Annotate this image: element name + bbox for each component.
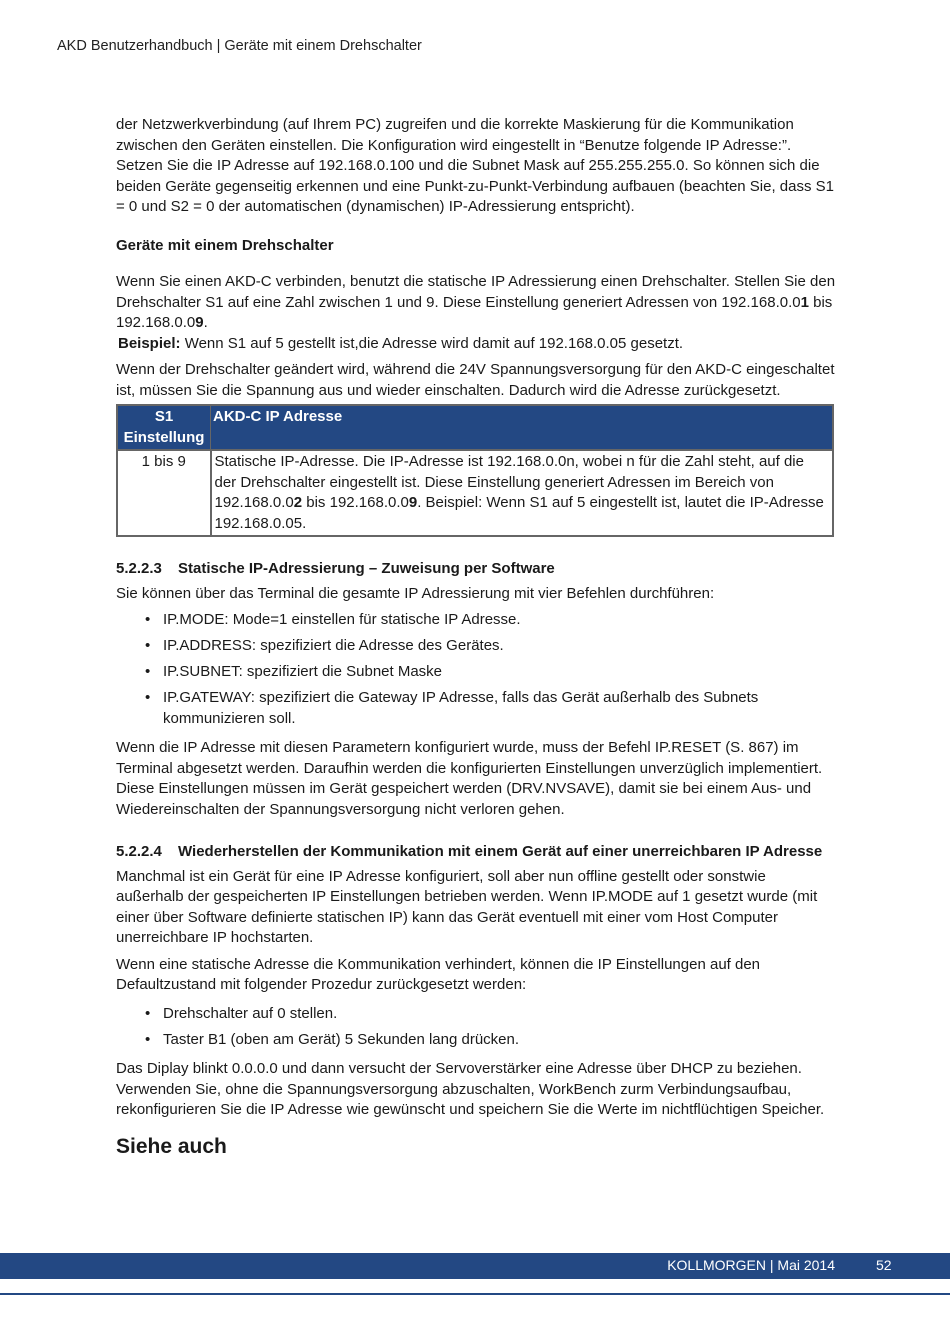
page-footer [0, 1253, 950, 1279]
table-cell-ip: Statische IP-Adresse. Die IP-Adresse ist 192.168.0.0n, wobei n für die Zahl steht, auf die der Drehschalter eingestellt ist. Diese Einstellung generiert Adressen im Bereich von 192.168.0.02 bis 192.168.0.09. Beispiel: Wenn S1 auf 5 eingestellt ist, lautet die IP-Adresse 192.168.0.05. [211, 450, 834, 536]
bullet-icon: • [145, 1004, 151, 1022]
bullet-icon: • [145, 611, 151, 628]
s1-table [116, 404, 834, 537]
section-5223-list [116, 610, 836, 729]
heading-drehschalter: Geräte mit einem Drehschalter [116, 236, 334, 254]
section-5224-paragraph-1: Manchmal ist ein Gerät für eine IP Adresse konfiguriert, soll aber nun offline gestellt oder sonstwie außerhalb der gespeicherten IP Einstellungen betrieben werden. Wenn IP.MODE auf 1 gesetzt wurde (mit einer über Software definierte statischen IP) kann das Gerät eventuell mit einer vom Host Computer unerreichbare IP hochstarten. [116, 867, 818, 946]
see-also-heading: Siehe auch [116, 1134, 227, 1158]
section-5224-heading: 5.2.2.4 Wiederherstellen der Kommunikation mit einem Gerät auf einer unerreichbaren IP Adresse [116, 843, 823, 860]
list-item: • Taster B1 (oben am Gerät) 5 Sekunden lang drücken. [116, 1030, 836, 1051]
section-5223-heading: 5.2.2.3 Statische IP-Adressierung – Zuweisung per Software [116, 560, 555, 577]
section-5223-outro: Wenn die IP Adresse mit diesen Parametern konfiguriert wurde, muss der Befehl IP.RESET (S. 867) im Terminal abgesetzt werden. Daraufhin werden die konfigurierten Einstellungen unverzüglich implementiert. Diese Einstellungen müssen im Gerät gespeichert werden (DRV.NVSAVE), damit sie bei einem Aus- und Wiedereinschalten der Spannungsversorgung nicht verloren gehen. [116, 739, 823, 818]
footer-divider [0, 1293, 950, 1295]
example-line: Beispiel: Wenn S1 auf 5 gestellt ist,die Adresse wird damit auf 192.168.0.05 gesetzt. [118, 334, 684, 352]
table-cell-s1: 1 bis 9 [117, 450, 211, 536]
page-number: 52 [876, 1257, 892, 1273]
list-item: • IP.GATEWAY: spezifiziert die Gateway IP Adresse, falls das Gerät außerhalb des Subnets kommunizieren soll. [145, 689, 759, 727]
page-header: AKD Benutzerhandbuch | Geräte mit einem Drehschalter [57, 38, 422, 54]
list-item: • Drehschalter auf 0 stellen. [116, 1004, 836, 1025]
bullet-icon: • [145, 637, 151, 654]
intro-paragraph: der Netzwerkverbindung (auf Ihrem PC) zugreifen und die korrekte Maskierung für die Kommunikation zwischen den Geräten einstellen. Die Konfiguration wird eingestellt in “Benutze folgende IP Adresse:”. Setzen Sie die IP Adresse auf 192.168.0.100 und die Subnet Mask auf 255.255.255.0. So können sich die beiden Geräte gegenseitig erkennen und eine Punkt-zu-Punkt-Verbindung aufbauen (beachten Sie, dass S1 = 0 und S2 = 0 der automatischen (dynamischen) IP-Adressierung entspricht). [116, 116, 835, 215]
drehschalter-paragraph-2: Wenn der Drehschalter geändert wird, während die 24V Spannungsversorgung für den AKD-C eingeschaltet ist, müssen Sie die Spannung aus und wieder einschalten. Dadurch wird die Adresse zurückgesetzt. [116, 361, 835, 399]
list-item: • IP.SUBNET: spezifiziert die Subnet Maske [116, 662, 836, 683]
section-5223-intro: Sie können über das Terminal die gesamte IP Adressierung mit vier Befehlen durchführen: [116, 584, 715, 602]
bullet-icon: • [145, 689, 151, 706]
section-5224-paragraph-2: Wenn eine statische Adresse die Kommunikation verhindert, können die IP Einstellungen auf den Defaultzustand mit folgender Prozedur zurückgesetzt werden: [116, 955, 761, 993]
page-body [116, 115, 836, 1160]
list-item: • IP.MODE: Mode=1 einstellen für statische IP Adresse. [116, 610, 836, 631]
table-header-row [117, 405, 833, 450]
section-5224-paragraph-3: Das Diplay blinkt 0.0.0.0 und dann versucht der Servoverstärker eine Adresse über DHCP zu beziehen. Verwenden Sie, ohne die Spannungsversorgung abzuschalten, WorkBench zurm Verbindungsaufbau, rekonfigurieren Sie die IP Adresse wie gewünscht und speichern Sie die Werte im nichtflüchtigen Speicher. [116, 1060, 825, 1118]
bullet-icon: • [145, 1030, 151, 1048]
table-row [117, 450, 833, 536]
table-header-s1: S1 Einstellung [117, 405, 211, 450]
footer-brand: KOLLMORGEN | Mai 2014 [667, 1257, 835, 1273]
bullet-icon: • [145, 663, 151, 680]
drehschalter-paragraph-1: Wenn Sie einen AKD-C verbinden, benutzt die statische IP Adressierung einen Drehschalter. Stellen Sie den Drehschalter S1 auf eine Zahl zwischen 1 und 9. Diese Einstellung generiert Adressen von 192.168.0.01 bis 192.168.0.09. [116, 273, 836, 331]
section-5224-list [116, 1004, 836, 1051]
table-header-ip: AKD-C IP Adresse [211, 405, 834, 450]
list-item: • IP.ADDRESS: spezifiziert die Adresse des Gerätes. [116, 636, 836, 657]
